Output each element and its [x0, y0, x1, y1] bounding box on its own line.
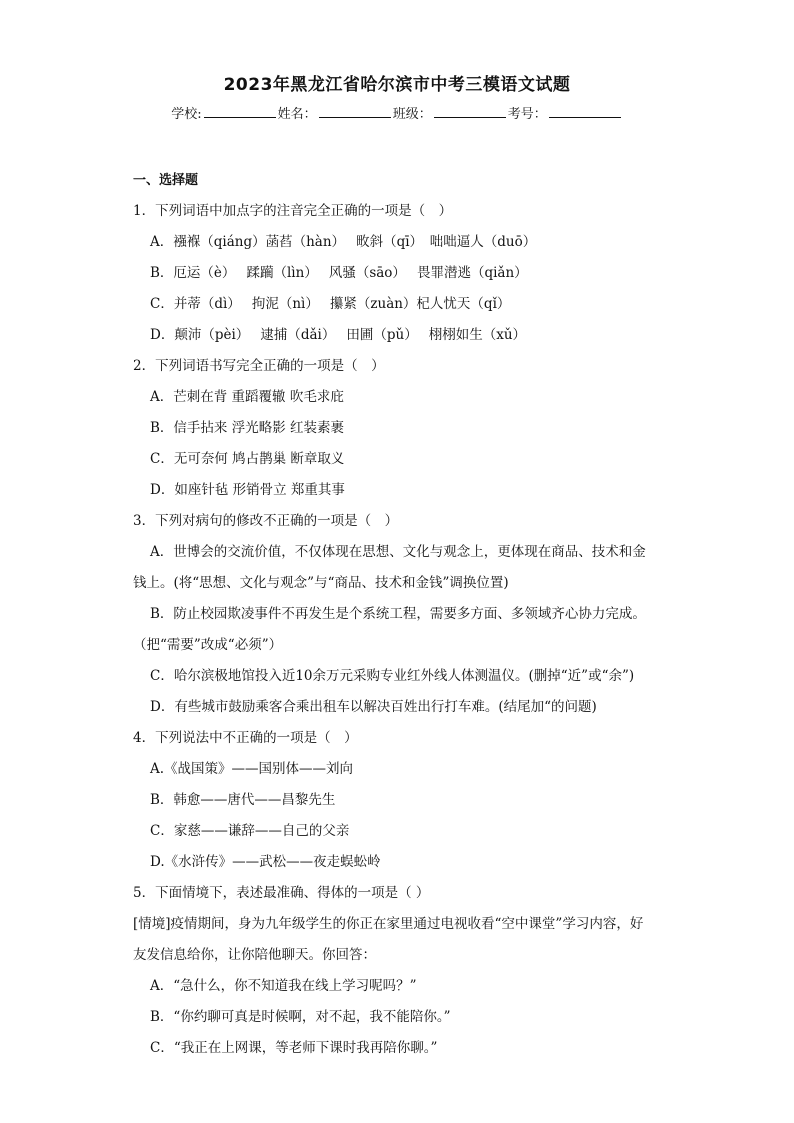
question-5-context-cont: 友发信息给你，让你陪他聊天。你回答：: [133, 947, 376, 963]
exam-content: [133, 165, 733, 1064]
question-1-option-c: C．并蒂（dì） 拘泥（nì） 攥紧（zuàn）杞人忧天（qǐ）: [150, 296, 511, 312]
question-2-option-d: D．如座针毡 形销骨立 郑重其事: [150, 482, 345, 498]
question-1-option-d: D．颠沛（pèi） 逮捕（dǎi） 田圃（pǔ） 栩栩如生（xǔ）: [150, 327, 527, 343]
page-title: 2023年黑龙江省哈尔滨市中考三模语文试题: [223, 75, 571, 95]
question-4-option-a: A.《战国策》——国别体——刘向: [150, 761, 354, 777]
class-label: 班级：: [392, 107, 432, 122]
question-2-option-c: C．无可奈何 鸠占鹊巢 断章取义: [150, 451, 345, 467]
question-3-option-b: B．防止校园欺凌事件不再发生是个系统工程，需要多方面、多领域齐心协力完成。: [150, 606, 646, 622]
question-3-option-d: D．有些城市鼓励乘客合乘出租车以解决百姓出行打车难。(结尾加“的问题): [150, 699, 597, 715]
question-1-option-b: B．厄运（è） 蹂躏（lìn） 风骚（sāo） 畏罪潜逃（qiǎn）: [150, 265, 528, 281]
question-5-option-a: A．“急什么，你不知道我在线上学习呢吗？”: [150, 978, 417, 994]
question-4-stem: 4．下列说法中不正确的一项是（ ）: [133, 730, 358, 746]
number-blank[interactable]: [549, 104, 621, 118]
question-5-option-c: C．“我正在上网课，等老师下课时我再陪你聊。”: [150, 1040, 438, 1056]
question-3-stem: 3．下列对病句的修改不正确的一项是（ ）: [133, 513, 399, 529]
question-3-option-a: A．世博会的交流价值，不仅体现在思想、文化与观念上，更体现在商品、技术和金: [150, 544, 646, 560]
question-5-option-b: B．“你约聊可真是时候啊，对不起，我不能陪你。”: [150, 1009, 451, 1025]
question-5-context: [情境]疫情期间，身为九年级学生的你正在家里通过电视收看“空中课堂”学习内容，好: [133, 916, 644, 932]
school-label: 学校:: [171, 107, 202, 122]
question-3-option-c: C．哈尔滨极地馆投入近10余万元采购专业红外线人体测温仪。(删掉“近”或“余”): [150, 668, 635, 684]
question-4-option-d: D.《水浒传》——武松——夜走蜈蚣岭: [150, 854, 381, 870]
school-blank[interactable]: [204, 104, 276, 118]
question-2-option-a: A．芒刺在背 重蹈覆辙 吹毛求庇: [150, 389, 344, 405]
name-label: 姓名：: [277, 107, 317, 122]
question-5-stem: 5．下面情境下，表述最准确、得体的一项是（ ）: [133, 885, 430, 901]
class-blank[interactable]: [434, 104, 506, 118]
question-2-option-b: B．信手拈来 浮光略影 红装素裹: [150, 420, 345, 436]
question-2-stem: 2．下列词语书写完全正确的一项是（ ）: [133, 358, 385, 374]
question-1-stem: 1．下列词语中加点字的注音完全正确的一项是（ ）: [133, 203, 453, 219]
question-1-option-a: A．襁褓（qiáng）菡萏（hàn） 畋斜（qī） 咄咄逼人（duō）: [150, 234, 537, 250]
student-info-line: [0, 103, 794, 122]
question-4-option-c: C．家慈——谦辞——自己的父亲: [150, 823, 350, 839]
number-label: 考号：: [507, 107, 547, 122]
section-title: 一、选择题: [133, 173, 199, 188]
name-blank[interactable]: [319, 104, 391, 118]
question-4-option-b: B．韩愈——唐代——昌黎先生: [150, 792, 336, 808]
question-3-option-a-cont: 钱上。(将“思想、文化与观念”与“商品、技术和金钱”调换位置): [133, 575, 509, 591]
question-3-option-b-cont: （把“需要”改成“必须”）: [133, 637, 283, 653]
